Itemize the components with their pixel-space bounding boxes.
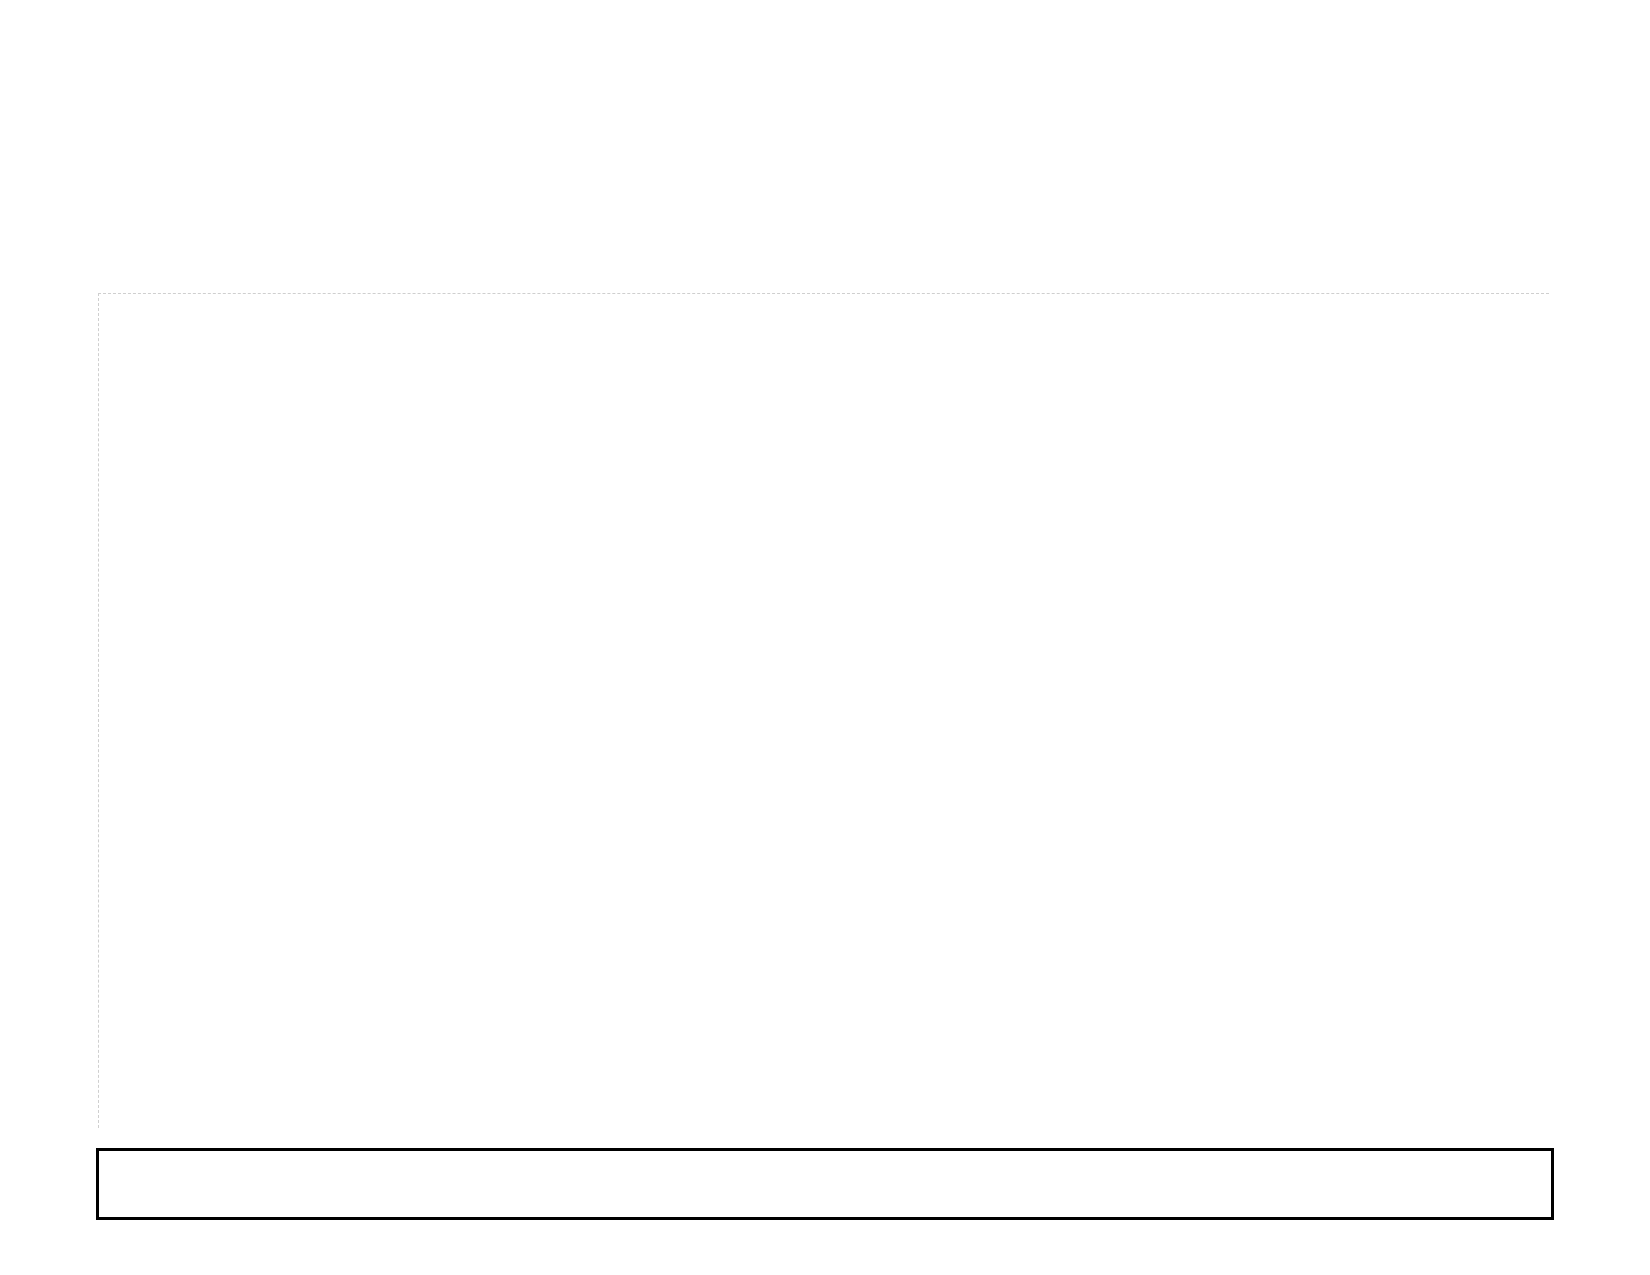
calendar-grid <box>98 293 1549 1128</box>
notice-box <box>96 1148 1554 1220</box>
